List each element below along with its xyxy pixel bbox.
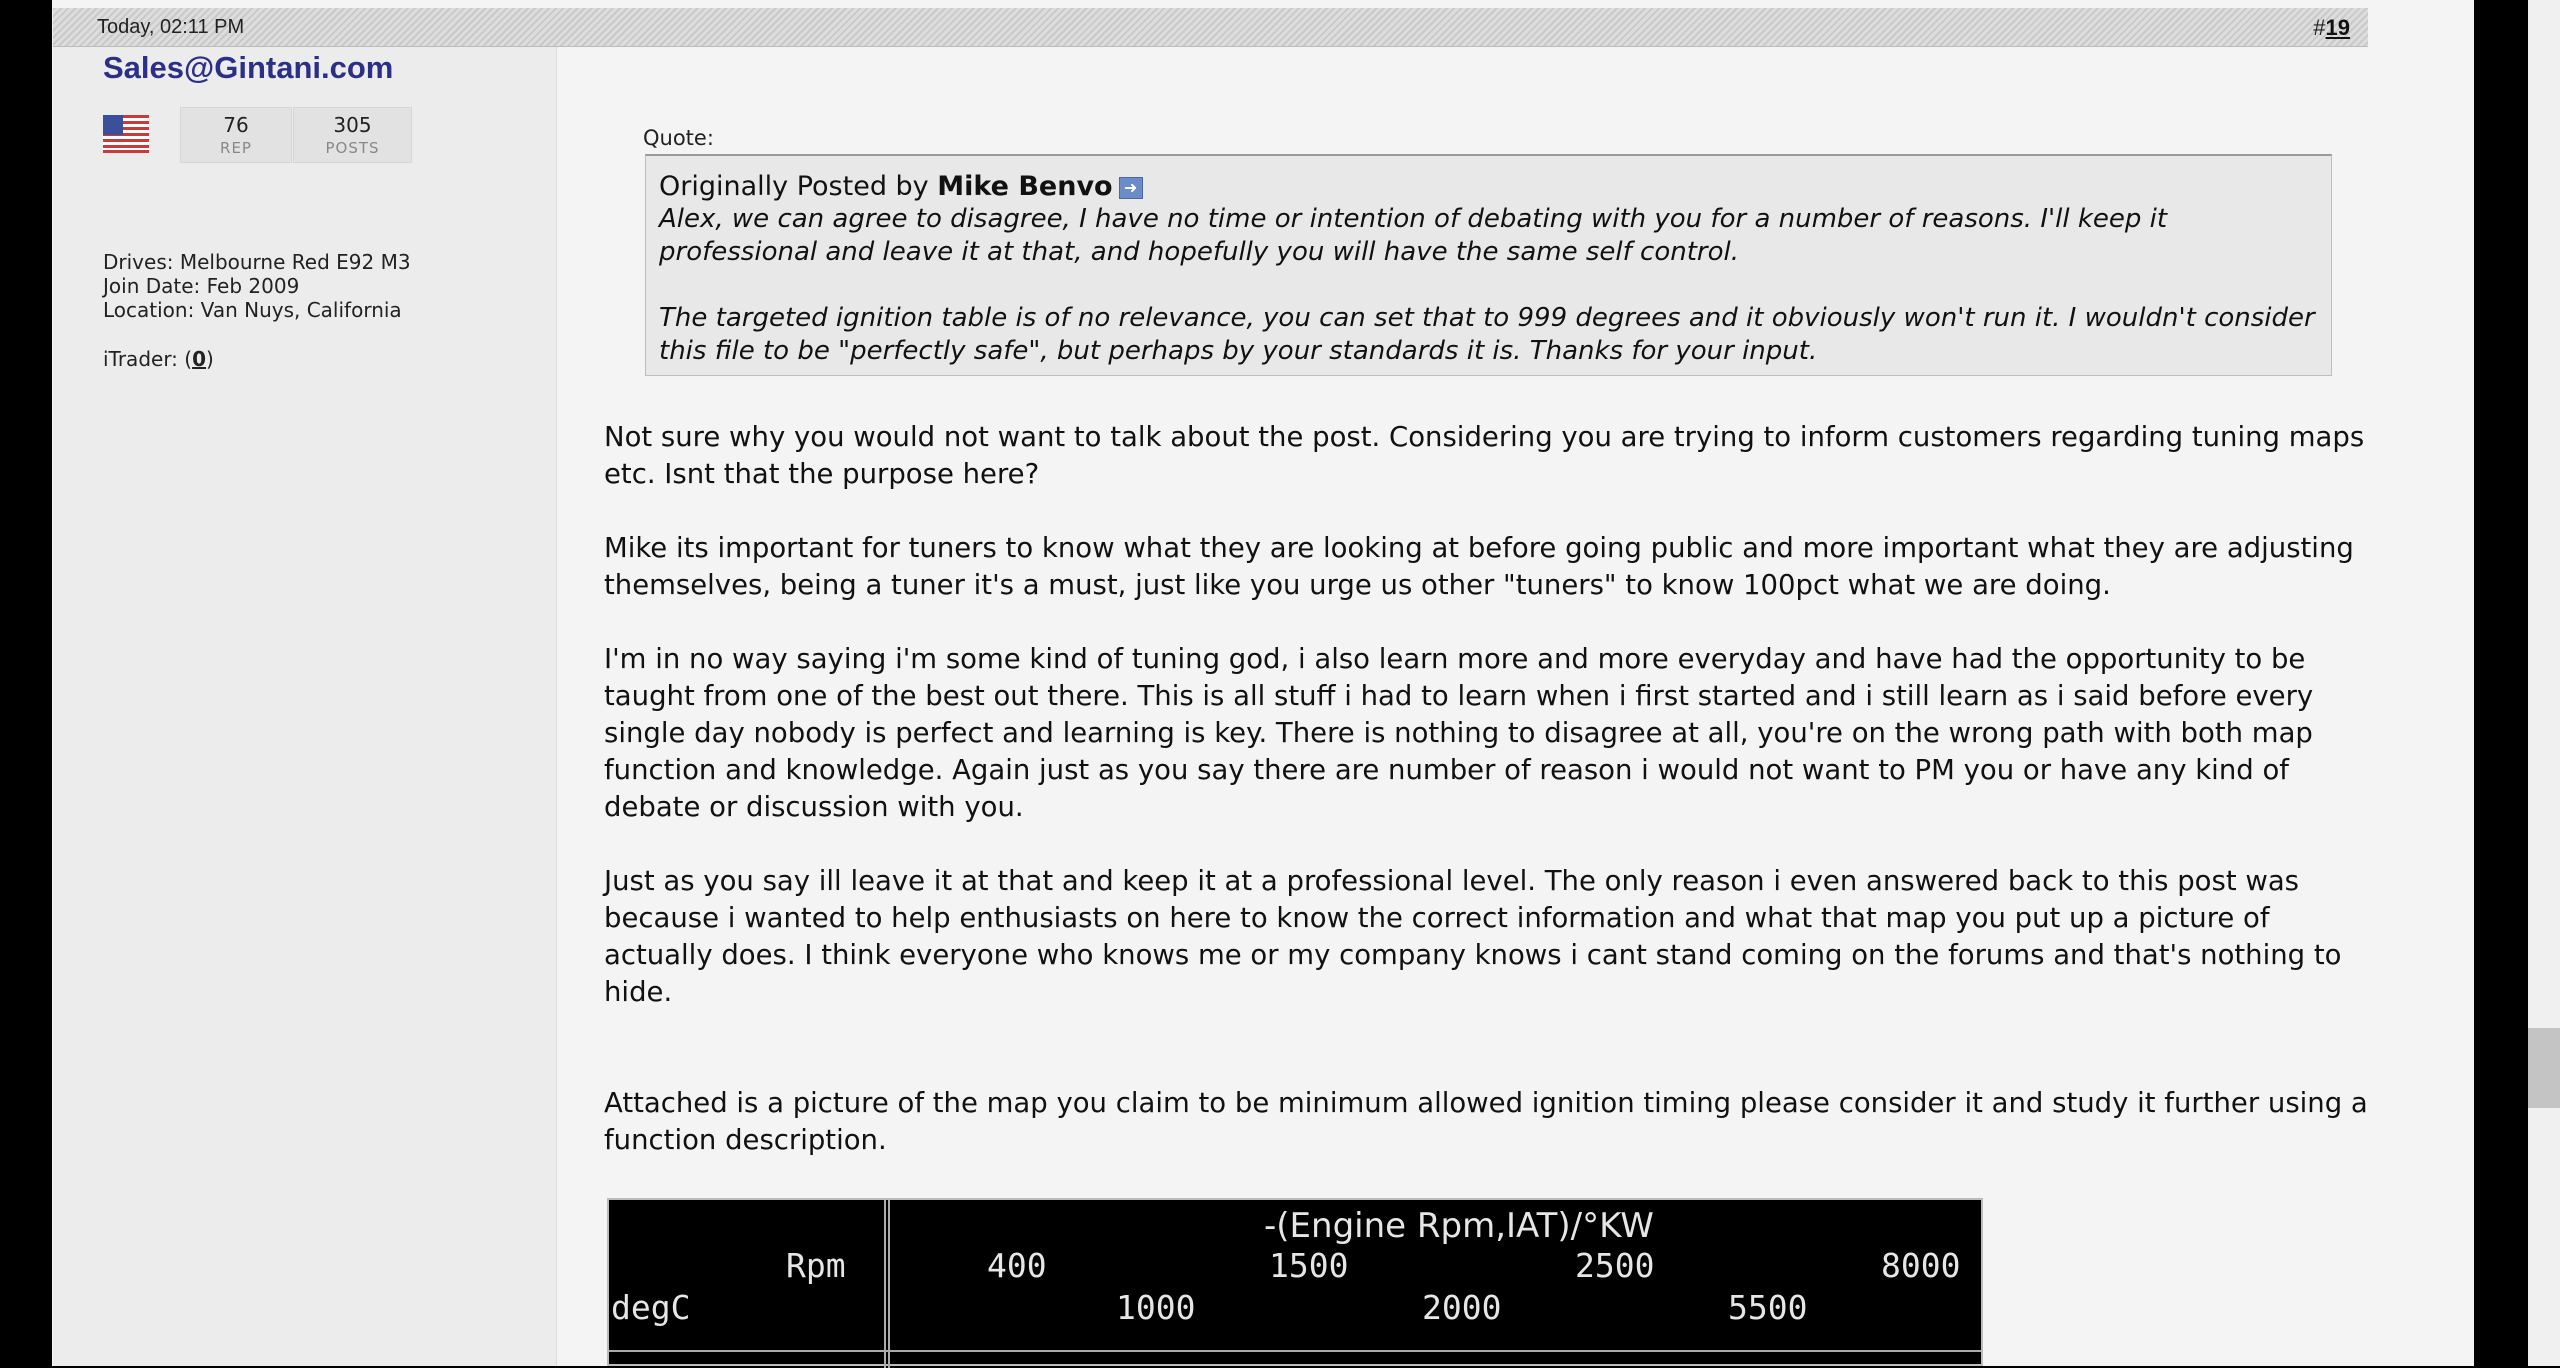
- us-flag-icon: [103, 115, 149, 153]
- post-permalink[interactable]: 19: [2325, 15, 2350, 40]
- message-paragraph-4: Just as you say ill leave it at that and keep it at a professional level. The only reason i even answered back to this post was because i wanted to help enthusiasts on here to know the correct information and what that map you put up a picture of actually does. I think everyone who knows me or my company knows i cant stand coming on the forums and that's nothing to hide.: [604, 865, 2342, 1008]
- rep-stat: [180, 107, 292, 163]
- map-rpm-tick: 5500: [1728, 1288, 1808, 1327]
- quote-label: Quote:: [643, 126, 714, 150]
- message-paragraph-5: Attached is a picture of the map you claim to be minimum allowed ignition timing please consider it and study it further using a function description.: [604, 1087, 2368, 1156]
- quote-box: [645, 154, 2332, 376]
- vertical-scrollbar[interactable]: [2528, 0, 2560, 1366]
- view-post-arrow-icon[interactable]: ➜: [1119, 177, 1143, 199]
- map-rpm-tick: 8000: [1881, 1246, 1961, 1285]
- user-info-panel: [53, 47, 557, 1366]
- map-row-label-degc: degC: [611, 1288, 691, 1327]
- map-rpm-tick: 2000: [1422, 1288, 1502, 1327]
- username-link[interactable]: Sales@Gintani.com: [103, 50, 394, 85]
- map-rpm-tick: 1500: [1269, 1246, 1349, 1285]
- quote-paragraph-1: Alex, we can agree to disagree, I have no time or intention of debating with you for a number of reasons. I'll keep it professional and leave it at that, and hopefully you will have the same self control.: [659, 204, 2168, 267]
- map-rpm-tick: 400: [987, 1246, 1047, 1285]
- posts-label: POSTS: [325, 139, 380, 157]
- posts-value: 305: [333, 113, 372, 137]
- posts-stat: [293, 107, 412, 163]
- message-paragraph-1: Not sure why you would not want to talk about the post. Considering you are trying to inform customers regarding tuning maps etc. Isnt that the purpose here?: [604, 421, 2365, 490]
- message-paragraph-2: Mike its important for tuners to know what they are looking at before going public and more important what they are adjusting themselves, being a tuner it's a must, just like you urge us other "tuners" to know 100pct what we are doing.: [604, 532, 2354, 601]
- map-row-label-rpm: Rpm: [786, 1246, 846, 1285]
- rep-value: 76: [223, 113, 249, 137]
- right-page-margin: [2476, 0, 2526, 1366]
- quote-header: Originally Posted by Mike Benvo ➜: [659, 170, 2318, 203]
- map-title: -(Engine Rpm,IAT)/°KW: [1264, 1206, 1654, 1246]
- map-rpm-tick: 2500: [1575, 1246, 1655, 1285]
- quote-paragraph-2: The targeted ignition table is of no relevance, you can set that to 999 degrees and it obviously won't run it. I wouldn't consider this file to be "perfectly safe", but perhaps by your standards it is. Thanks for your input.: [659, 303, 2315, 366]
- scrollbar-thumb[interactable]: [2528, 1028, 2560, 1108]
- map-row-divider: [609, 1350, 1981, 1352]
- user-join-date: Join Date: Feb 2009: [103, 274, 300, 298]
- attached-map-image[interactable]: [607, 1198, 1983, 1366]
- post-number: #19: [2313, 15, 2350, 40]
- post-header-bar: [53, 8, 2368, 47]
- user-drives: Drives: Melbourne Red E92 M3: [103, 250, 411, 274]
- user-itrader: iTrader: (0): [103, 347, 214, 371]
- message-paragraph-3: I'm in no way saying i'm some kind of tuning god, i also learn more and more everyday and have had the opportunity to be taught from one of the best out there. This is all stuff i had to learn when i first started and i still learn as i said before every single day nobody is perfect and learning is key. There is nothing to disagree at all, you're on the wrong path with both map function and knowledge. Again just as you say there are number of reason i would not want to PM you or have any kind of debate or discussion with you.: [604, 643, 2314, 823]
- user-location: Location: Van Nuys, California: [103, 298, 402, 322]
- post-date: Today, 02:11 PM: [97, 16, 245, 38]
- map-column-divider: [884, 1200, 890, 1368]
- rep-label: REP: [220, 139, 252, 157]
- map-rpm-tick: 1000: [1116, 1288, 1196, 1327]
- itrader-count-link[interactable]: 0: [192, 347, 207, 371]
- quote-author: Mike Benvo: [937, 171, 1113, 202]
